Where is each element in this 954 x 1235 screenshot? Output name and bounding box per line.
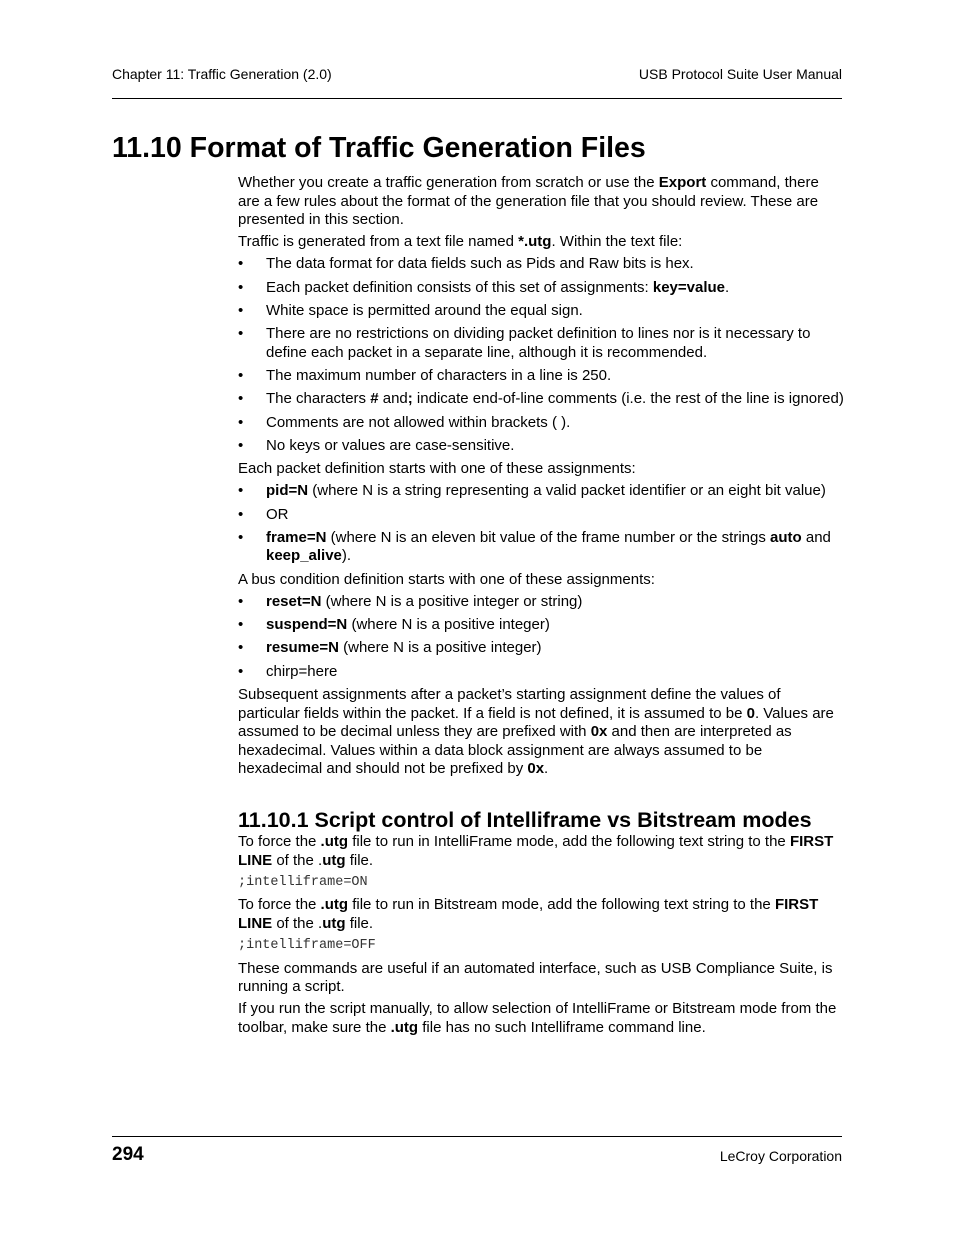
list-item bbox=[238, 593, 844, 612]
text: If you run the script manually, to allow selection of IntelliFrame or Bitstream mode from the toolbar, make sure the bbox=[238, 1000, 837, 1036]
bus-intro: A bus condition definition starts with one of these assignments: bbox=[238, 570, 655, 588]
text: Each packet definition consists of this set of assignments: bbox=[266, 278, 653, 296]
packet-intro: Each packet definition starts with one of these assignments: bbox=[238, 460, 636, 478]
text: file to run in IntelliFrame mode, add the following text string to the bbox=[348, 832, 790, 850]
list-item: • chirp=here bbox=[238, 663, 844, 682]
list-item bbox=[238, 279, 844, 298]
subsection-title: 11.10.1 Script control of Intelliframe vs Bitstream modes bbox=[238, 807, 812, 832]
text: . bbox=[725, 278, 730, 296]
text: . Within the text file: bbox=[551, 233, 683, 251]
hex-prefix-keyword: 0x bbox=[527, 760, 545, 778]
text: (where N is a positive integer) bbox=[347, 616, 550, 634]
utg-keyword: utg bbox=[322, 851, 346, 869]
hex-prefix-keyword: 0x bbox=[590, 723, 608, 741]
list-item: • White space is permitted around the equal sign. bbox=[238, 302, 844, 321]
key-value-keyword: key=value bbox=[652, 278, 726, 296]
utg-keyword: *.utg bbox=[518, 233, 552, 251]
section-title: 11.10 Format of Traffic Generation Files bbox=[112, 132, 646, 164]
automation-paragraph: These commands are useful if an automated interface, such as USB Compliance Suite, is running a script. bbox=[238, 959, 833, 996]
text: and bbox=[801, 528, 831, 546]
intro-paragraph bbox=[238, 174, 844, 230]
manual-paragraph bbox=[238, 1000, 844, 1037]
footer-rule bbox=[112, 1136, 842, 1137]
list-item bbox=[238, 482, 844, 501]
hash-keyword: # bbox=[370, 390, 379, 408]
packet-list bbox=[238, 482, 844, 566]
text: file. bbox=[345, 851, 374, 869]
utg-keyword: utg bbox=[322, 914, 346, 932]
semicolon-keyword: ; bbox=[407, 390, 413, 408]
list-item: • No keys or values are case-sensitive. bbox=[238, 437, 844, 456]
utg-keyword: .utg bbox=[320, 832, 349, 850]
rules-list bbox=[238, 255, 844, 455]
file-paragraph bbox=[238, 233, 844, 252]
running-header-chapter: Chapter 11: Traffic Generation (2.0) bbox=[112, 66, 332, 82]
text: To force the bbox=[238, 896, 321, 914]
list-item bbox=[238, 616, 844, 635]
zero-keyword: 0 bbox=[746, 704, 755, 722]
running-header-manual: USB Protocol Suite User Manual bbox=[638, 66, 842, 82]
reset-keyword: reset=N bbox=[266, 592, 322, 610]
text: and bbox=[378, 390, 408, 408]
header-rule bbox=[112, 98, 842, 99]
text: file has no such Intelliframe command line. bbox=[418, 1018, 706, 1036]
list-item bbox=[238, 639, 844, 658]
text: (where N is a string representing a valid packet identifier or an eight bit value) bbox=[308, 482, 826, 500]
list-item bbox=[238, 390, 844, 409]
list-item: • The maximum number of characters in a line is 250. bbox=[238, 367, 844, 386]
list-item: • Comments are not allowed within brackets ( ). bbox=[238, 414, 844, 433]
page-number: 294 bbox=[112, 1144, 144, 1165]
text: and then are interpreted as hexadecimal. Values within a data block assignment are always assumed to be hexadecimal and should not be prefixed by bbox=[238, 723, 792, 778]
pid-keyword: pid=N bbox=[266, 482, 309, 500]
text: . Values are assumed to be decimal unless they are prefixed with bbox=[238, 704, 834, 741]
text: To force the bbox=[238, 832, 321, 850]
list-item: • There are no restrictions on dividing packet definition to lines nor is it necessary to define each packet in a separate line, although it is recommended. bbox=[238, 325, 844, 362]
text: Subsequent assignments after a packet’s starting assignment define the values of particular fields within the packet. If a field is not defined, it is assumed to be bbox=[238, 685, 781, 722]
code-line-intelliframe-off: ;intelliframe=OFF bbox=[238, 937, 376, 953]
text: The characters bbox=[266, 390, 371, 408]
auto-keyword: auto bbox=[770, 528, 802, 546]
text: (where N is an eleven bit value of the frame number or the strings bbox=[326, 528, 771, 546]
subsequent-paragraph bbox=[238, 686, 844, 779]
utg-keyword: .utg bbox=[320, 896, 349, 914]
bitstream-paragraph bbox=[238, 896, 844, 933]
text: file. bbox=[345, 914, 374, 932]
text: file to run in Bitstream mode, add the following text string to the bbox=[348, 896, 775, 914]
section-body bbox=[238, 174, 844, 1041]
footer-company: LeCroy Corporation bbox=[719, 1148, 842, 1164]
resume-keyword: resume=N bbox=[266, 639, 339, 657]
first-line-keyword: FIRST LINE bbox=[238, 832, 834, 869]
bus-list bbox=[238, 593, 844, 681]
export-keyword: Export bbox=[658, 174, 707, 191]
utg-keyword: .utg bbox=[390, 1018, 419, 1036]
intelliframe-paragraph bbox=[238, 833, 844, 870]
code-line-intelliframe-on: ;intelliframe=ON bbox=[238, 874, 368, 890]
text: of the . bbox=[272, 851, 323, 869]
list-item: • OR bbox=[238, 506, 844, 525]
text: (where N is a positive integer or string) bbox=[321, 592, 583, 610]
suspend-keyword: suspend=N bbox=[266, 616, 348, 634]
list-item bbox=[238, 529, 844, 566]
first-line-keyword: FIRST LINE bbox=[238, 896, 819, 932]
text: (where N is a positive integer) bbox=[338, 639, 542, 657]
frame-keyword: frame=N bbox=[266, 528, 327, 546]
text: indicate end-of-line comments (i.e. the rest of the line is ignored) bbox=[412, 390, 844, 408]
text: Traffic is generated from a text file named bbox=[238, 233, 519, 251]
text: ). bbox=[341, 547, 352, 565]
text: command, there are a few rules about the format of the generation file that you should review. These are presented in this section. bbox=[238, 174, 819, 229]
list-item: • The data format for data fields such as Pids and Raw bits is hex. bbox=[238, 255, 844, 274]
text: . bbox=[544, 760, 549, 778]
text: Whether you create a traffic generation from scratch or use the bbox=[238, 174, 659, 191]
text: of the . bbox=[272, 914, 323, 932]
keep-alive-keyword: keep_alive bbox=[266, 547, 342, 565]
